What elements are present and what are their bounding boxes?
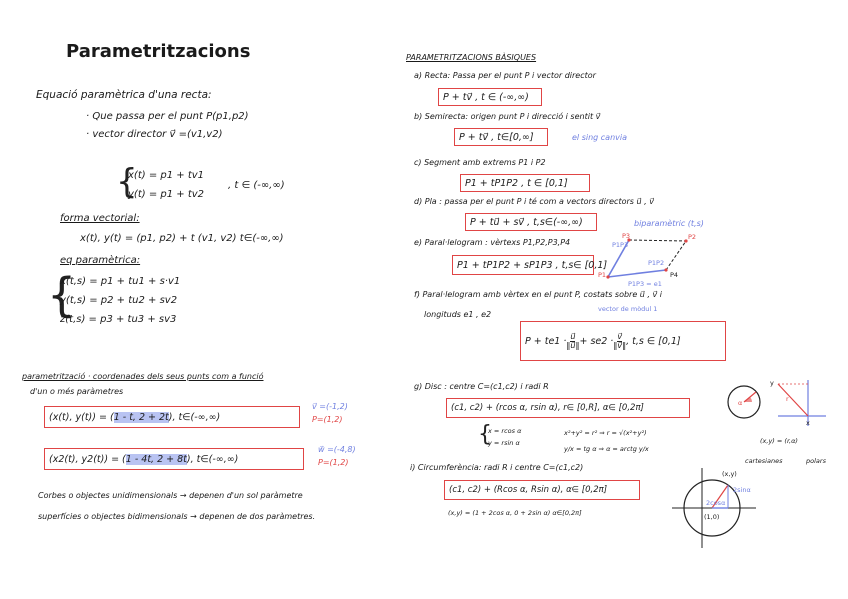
disc-y: y = rsin α xyxy=(488,439,520,447)
point-p1 xyxy=(606,275,609,278)
example-1-point-note: P=(1,2) xyxy=(312,415,343,424)
disc-diagram xyxy=(726,384,762,420)
parallelogram-diagram xyxy=(596,232,696,284)
item-i-box: (c1, c2) + (Rcos α, Rsin α), α∈ [0,2π] xyxy=(444,480,640,500)
superficies-note: superfícies o objectes bidimensionals → depenen de dos paràmetres. xyxy=(38,512,316,521)
diagram-label-p1: P1 xyxy=(598,271,607,279)
diagram-label-p4: P4 xyxy=(670,271,679,279)
example-box-2-end: ), t∈(-∞,∞) xyxy=(186,453,239,465)
circ-label-center: (1,0) xyxy=(704,513,720,521)
example-box-2 xyxy=(44,448,304,470)
diagram-label-p3: P3 xyxy=(622,232,631,240)
example-box-1-start: (x(t), y(t)) = ( xyxy=(49,411,114,423)
disc-brace: { xyxy=(478,422,492,447)
item-f-box xyxy=(520,321,726,361)
item-i-example: (x,y) = (1 + 2cos α, 0 + 2sin α) α∈[0,2π] xyxy=(448,509,582,517)
item-c-box: P1 + tP1P2 , t ∈ [0,1] xyxy=(460,174,590,192)
forma-vectorial-equation: x(t), y(t) = (p1, p2) + t (v1, v2) t∈(-∞,∞) xyxy=(80,233,284,244)
item-a-box: P + tv⃗ , t ∈ (-∞,∞) xyxy=(438,88,542,106)
item-i-label: i) Circumferència: radi R i centre C=(c1,c2) xyxy=(410,463,584,472)
item-f-frac-v xyxy=(613,333,626,350)
disc-x: x = rcos α xyxy=(488,427,522,435)
param-z: z(t,s) = p3 + tu3 + sv3 xyxy=(60,314,177,325)
polar-label-x: x xyxy=(806,419,810,427)
item-d-label: d) Pla : passa per el punt P i té com a vectors directors u⃗ , v⃗ xyxy=(414,197,654,206)
item-f-label-2: longituds e1 , e2 xyxy=(424,310,492,319)
example-2-vector-note: w⃗ =(-4,8) xyxy=(318,445,356,454)
disc-eq-alpha: y/x = tg α ⇒ α = arctg y/x xyxy=(564,445,649,453)
item-a-label: a) Recta: Passa per el punt P i vector director xyxy=(414,71,596,80)
point-p4 xyxy=(664,268,667,271)
page-title: Parametritzacions xyxy=(66,41,251,62)
item-g-label: g) Disc : centre C=(c1,c2) i radi R xyxy=(414,382,549,391)
diagram-label-bottom: P1P3 = e1 xyxy=(628,280,662,288)
diagram-label-p1p2: P1P2 xyxy=(648,259,665,267)
item-g-box: (c1, c2) + (rcos α, rsin α), r∈ [0,R], α∈ [0,2π] xyxy=(446,398,690,418)
polar-label-r: r xyxy=(786,395,789,403)
circ-label-2cos: 2cosα xyxy=(706,499,726,507)
system-brace: { xyxy=(116,162,138,202)
param-brace: { xyxy=(47,268,77,322)
example-2-point-note: P=(1,2) xyxy=(318,458,349,467)
polar-diagram xyxy=(768,378,828,428)
parallelogram-right xyxy=(666,241,686,270)
item-c-label: c) Segment amb extrems P1 i P2 xyxy=(414,158,546,167)
recta-item-vector: · vector director v⃗ =(v1,v2) xyxy=(86,129,223,140)
frac-u-denominator: ‖u⃗‖ xyxy=(566,340,580,350)
parallelogram-top xyxy=(629,240,686,241)
frac-u-numerator: u⃗ xyxy=(570,331,576,341)
example-box-1-end: ), t∈(-∞,∞) xyxy=(168,411,221,423)
polar-label-y: y xyxy=(770,379,774,387)
polar-cartesianes: cartesianes xyxy=(745,457,783,465)
polar-equation: (x,y) = (r,α) xyxy=(760,437,798,445)
corbes-note: Corbes o objectes unidimensionals → depenen d'un sol paràmetre xyxy=(38,491,303,500)
frac-v-denominator: ‖v⃗‖ xyxy=(613,340,627,350)
circ-label-2sin: 2sinα xyxy=(733,486,751,494)
item-f-box-end: , t,s ∈ [0,1] xyxy=(626,335,681,347)
item-e-label: e) Paral·lelogram : vèrtexs P1,P2,P3,P4 xyxy=(414,238,571,247)
item-f-box-start: P + te1 · xyxy=(525,335,567,347)
section-heading: PARAMETRITZACIONS BÀSIQUES xyxy=(406,53,537,62)
diagram-label-p2: P2 xyxy=(688,233,697,241)
disc-sector xyxy=(744,397,752,402)
example-1-vector-note: v⃗ =(-1,2) xyxy=(312,402,348,411)
item-f-note: vector de mòdul 1 xyxy=(598,305,658,313)
disc-eq-r: x²+y² = r² ⇒ r = √(x²+y²) xyxy=(564,429,647,437)
example-box-2-highlight: 1 - 4t, 2 + 8t xyxy=(125,453,187,465)
diagram-label-p1p3: P1P3 xyxy=(612,241,629,249)
forma-vectorial-label: forma vectorial: xyxy=(60,213,140,224)
item-b-note: el sing canvia xyxy=(572,133,627,142)
item-d-note: biparamètric (t,s) xyxy=(634,219,704,228)
circ-label-xy: (x,y) xyxy=(722,470,737,478)
eq-parametrica-label: eq paramètrica: xyxy=(60,255,141,266)
system-range: , t ∈ (-∞,∞) xyxy=(228,180,285,191)
param-y: y(t,s) = p2 + tu2 + sv2 xyxy=(60,295,178,306)
item-d-box: P + tu⃗ + sv⃗ , t,s∈(-∞,∞) xyxy=(465,213,597,231)
item-e-box: P1 + tP1P2 + sP1P3 , t,s∈ [0,1] xyxy=(452,255,594,275)
param-x: x(t,s) = p1 + tu1 + s·v1 xyxy=(60,276,181,287)
polar-polars: polars xyxy=(806,457,826,465)
system-x: x(t) = p1 + tv1 xyxy=(128,170,205,181)
item-f-box-mid: + se2 · xyxy=(579,335,614,347)
item-f-frac-u xyxy=(566,333,579,350)
parametritzacio-definition: parametrització · coordenades dels seus punts com a funció xyxy=(22,372,264,381)
example-box-2-start: (x2(t), y2(t)) = ( xyxy=(49,453,126,465)
example-box-1-highlight: 1 - t, 2 + 2t xyxy=(113,411,169,423)
item-b-label: b) Semirecta: origen punt P i direcció i sentit v⃗ xyxy=(414,112,601,121)
recta-heading: Equació paramètrica d'una recta: xyxy=(36,89,212,101)
recta-item-point: · Que passa per el punt P(p1,p2) xyxy=(86,111,249,122)
parametritzacio-definition-cont: d'un o més paràmetres xyxy=(30,387,124,396)
item-f-label: f) Paral·lelogram amb vèrtex en el punt P, costats sobre u⃗ , v⃗ i xyxy=(414,290,662,299)
item-b-box: P + tv⃗ , t∈[0,∞] xyxy=(454,128,548,146)
frac-v-numerator: v⃗ xyxy=(617,331,623,341)
circumference-diagram xyxy=(668,466,758,550)
disc-label-alpha: α xyxy=(738,399,743,407)
example-box-1 xyxy=(44,406,300,428)
system-y: y(t) = p1 + tv2 xyxy=(128,189,205,200)
parallelogram-side-p1p2 xyxy=(608,270,666,277)
polar-radius xyxy=(778,384,808,416)
